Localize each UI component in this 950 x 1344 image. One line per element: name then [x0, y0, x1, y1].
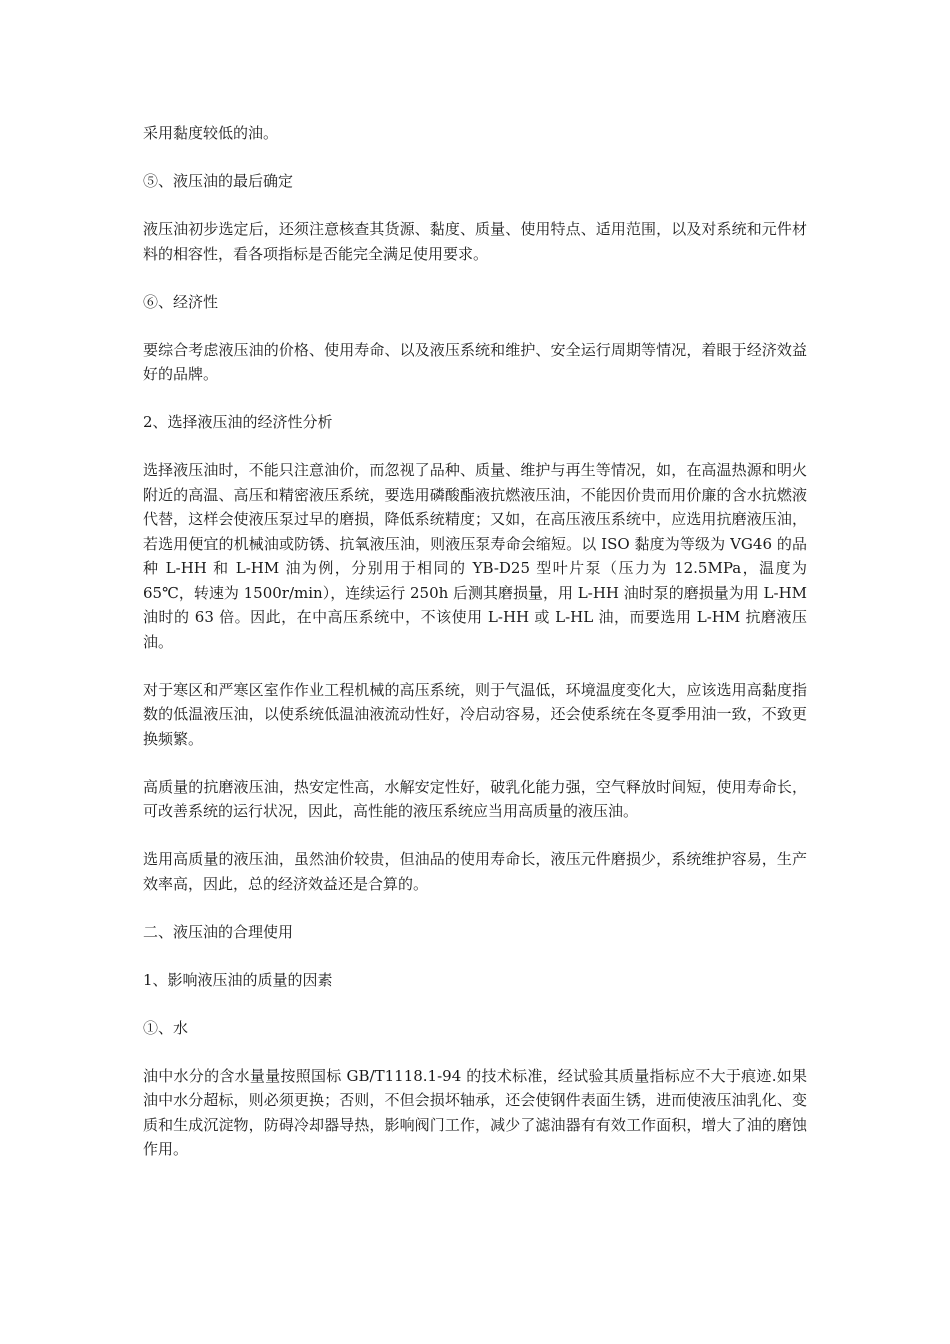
paragraph-low-viscosity: 采用黏度较低的油。	[143, 124, 279, 142]
paragraph-overall-benefit: 选用高质量的液压油，虽然油价较贵，但油品的使用寿命长，液压元件磨损少，系统维护容易，生产效率高，因此，总的经济效益还是合算的。	[143, 850, 807, 893]
heading-proper-use: 二、液压油的合理使用	[143, 922, 294, 941]
heading-economic-analysis: 2、选择液压油的经济性分析	[143, 413, 333, 431]
paragraph-economy: 要综合考虑液压油的价格、使用寿命、以及液压系统和维护、安全运行周期等情况，着眼于经济效益好的品牌。	[143, 340, 807, 383]
heading-final-determination: ⑤、液压油的最后确定	[143, 172, 294, 190]
paragraph-economic-analysis: 选择液压油时，不能只注意油价，而忽视了品种、质量、维护与再生等情况，如，在高温热源和明火附近的高温、高压和精密液压系统，要选用磷酸酯液抗燃液压油，不能因价贵而用价廉的含水抗燃液代替，这样会使液压泵过早的磨损，降低系统精度；又如，在高压液压系统中，应选用抗磨液压油，若选用便宜的机械油或防锈、抗氧液压油，则液压泵寿命会缩短。以 ISO 黏度为等级为 VG46 的品种 L-HH 和 L-HM 油为例，分别用于相同的 YB-D25 型叶片泵（压力为 12.5MPa，温度为 65℃，转速为 1500r/min），连续运行 250h 后测其磨损量，用 L-HH 油时泵的磨损量为用 L-HM 油时的 63 倍。因此，在中高压系统中，不该使用 L-HH 或 L-HL 油，而要选用 L-HM 抗磨液压油。	[143, 461, 808, 651]
paragraph-high-quality-oil: 高质量的抗磨液压油，热安定性高，水解安定性好，破乳化能力强，空气释放时间短，使用寿命长，可改善系统的运行状况，因此，高性能的液压系统应当用高质量的液压油。	[143, 777, 807, 820]
heading-water: ①、水	[143, 1018, 189, 1037]
paragraph-water: 油中水分的含水量量按照国标 GB/T1118.1-94 的技术标准，经试验其质量指标应不大于痕迹.如果油中水分超标，则必须更换；否则，不但会损坏轴承，还会使钢件表面生锈，进而使液压油乳化、变质和生成沉淀物，防碍冷却器导热，影响阀门工作，减少了滤油器有有效工作面积，增大了油的磨蚀作用。	[143, 1066, 807, 1158]
heading-quality-factors: 1、影响液压油的质量的因素	[143, 970, 333, 989]
paragraph-cold-regions: 对于寒区和严寒区室作作业工程机械的高压系统，则于气温低，环境温度变化大，应该选用高黏度指数的低温液压油，以使系统低温油液流动性好，冷启动容易，还会使系统在冬夏季用油一致，不致更换频繁。	[143, 680, 807, 748]
document-page	[143, 121, 807, 1185]
heading-economy: ⑥、经济性	[143, 292, 219, 311]
paragraph-final-determination: 液压油初步选定后，还须注意核查其货源、黏度、质量、使用特点、适用范围，以及对系统和元件材料的相容性，看各项指标是否能完全满足使用要求。	[143, 220, 807, 263]
